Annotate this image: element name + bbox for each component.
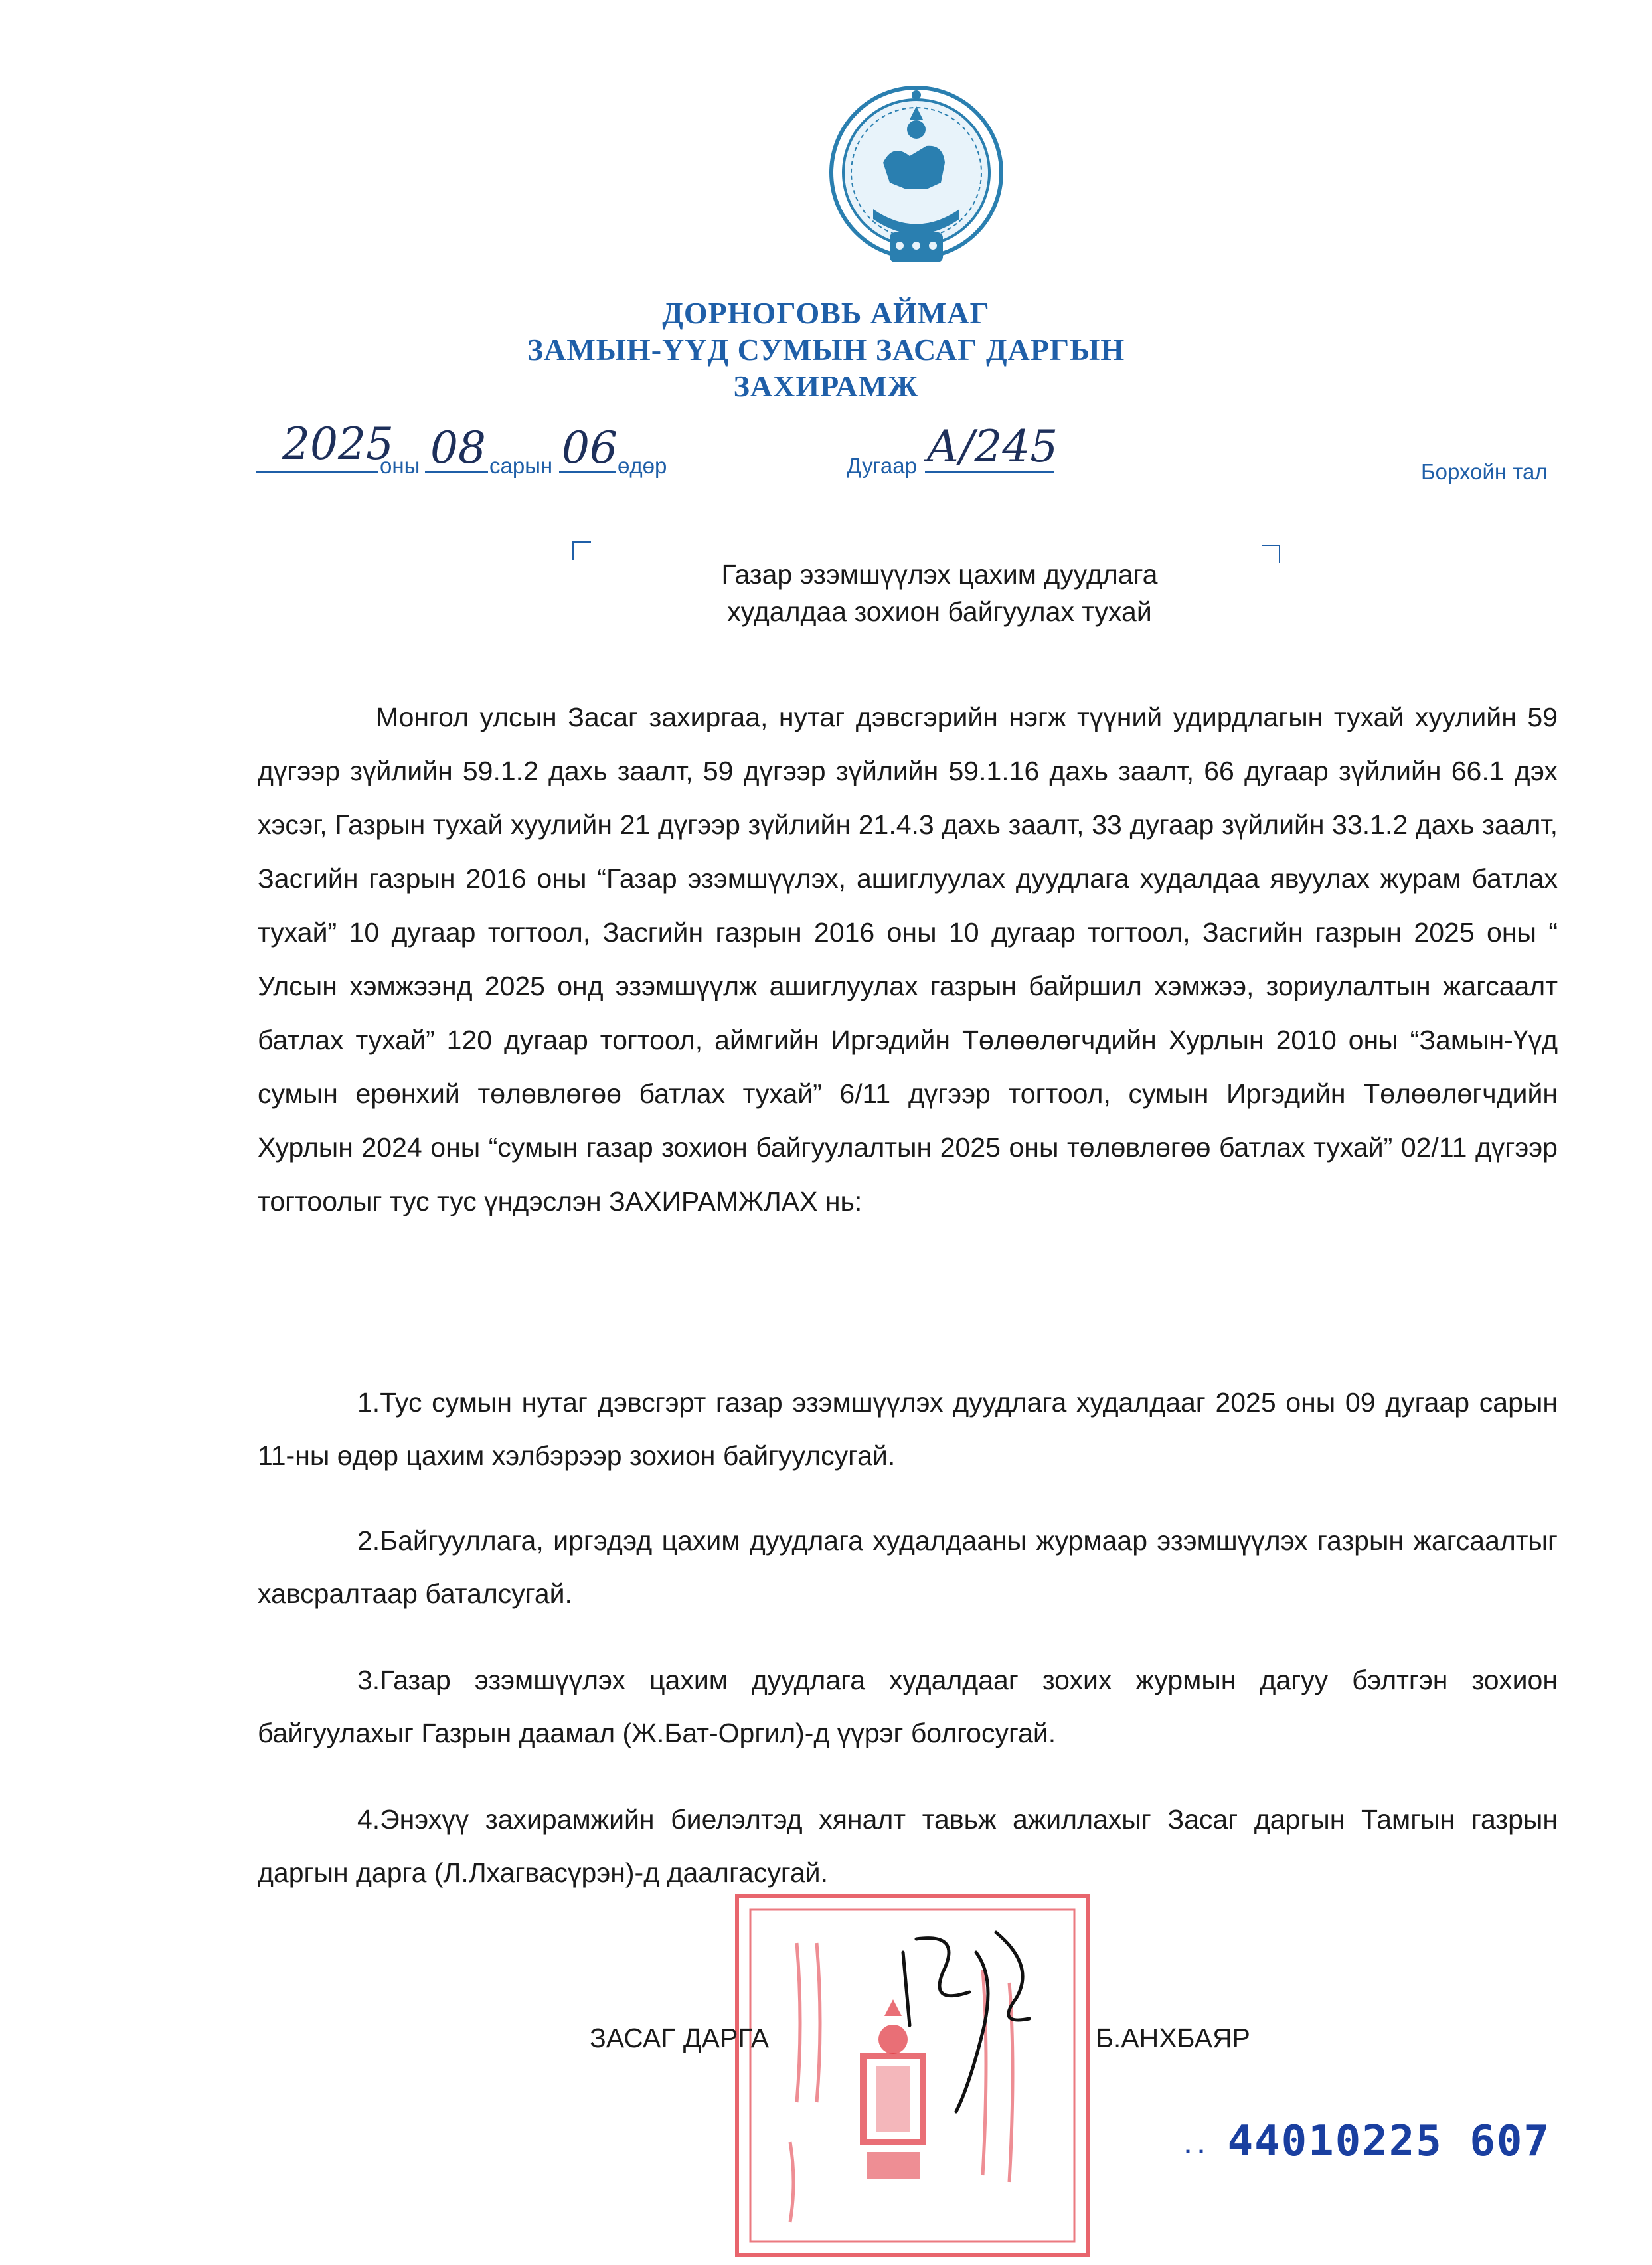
decision-item-1: 1.Тус сумын нутаг дэвсгэрт газар эзэмшүүлэх дуудлага худалдааг 2025 оны 09 дугаар сарын 11-ны өдөр цахим хэлбэрээр зохион байгуулсугай.	[258, 1387, 1558, 1471]
header-office: ЗАМЫН-ҮҮД СУМЫН ЗАСАГ ДАРГЫН	[527, 333, 1125, 367]
emblem-icon	[827, 83, 1006, 272]
number-field	[925, 421, 1058, 473]
decision-item-3: 3.Газар эзэмшүүлэх цахим дуудлага худалдааг зохих журмын дагуу бэлтгэн зохион байгуулахыг Газрын даамал (Ж.Бат-Оргил)-д үүрэг болгосугай.	[258, 1665, 1558, 1748]
subject-line-1: Газар эзэмшүүлэх цахим дуудлага	[721, 559, 1158, 590]
state-emblem	[827, 83, 1006, 272]
signatory-name: Б.АНХБАЯР	[1096, 2023, 1250, 2053]
year-label: оны	[380, 454, 420, 478]
registration-mark	[1182, 2117, 1550, 2166]
registration-dots: ··	[1182, 2141, 1209, 2165]
day-label: өдөр	[618, 454, 667, 478]
month-label: сарын	[489, 454, 553, 478]
header-doc-type: ЗАХИРАМЖ	[733, 369, 919, 403]
number-handwritten: А/245	[926, 421, 1058, 472]
signatory-title: ЗАСАГ ДАРГА	[590, 2023, 770, 2053]
header-province: ДОРНОГОВЬ АЙМАГ	[662, 296, 990, 330]
month-field	[425, 422, 488, 473]
day-field	[559, 422, 618, 473]
handwritten-signature	[863, 1912, 1089, 2125]
preamble-paragraph: Монгол улсын Засаг захиргаа, нутаг дэвсгэрийн нэгж түүний удирдлагын тухай хуулийн 59 дүгээр зүйлийн 59.1.2 дахь заалт, 59 дүгээр зүйлийн 59.1.16 дахь заалт, 66 дугаар зүйлийн 66.1 дэх хэсэг, Газрын тухай хуулийн 21 дүгээр зүйлийн 21.4.3 дахь заалт, 33 дугаар зүйлийн 33.1.2 дахь заалт, Засгийн газрын 2016 оны “Газар эзэмшүүлэх, ашиглуулах дуудлага худалдаа явуулах журам батлах тухай” 10 дугаар тогтоол, Засгийн газрын 2016 оны 10 дугаар тогтоол, Засгийн газрын 2025 оны “ Улсын хэмжээнд 2025 онд эзэмшүүлж ашиглуулах газрын байршил хэмжээ, зориулалтын жагсаалт батлах тухай” 120 дугаар тогтоол, аймгийн Иргэдийн Төлөөлөгчдийн Хурлын 2010 оны “Замын-Үүд сумын ерөнхий төлөвлөгөө батлах тухай” 6/11 дүгээр тогтоол, сумын Иргэдийн Төлөөлөгчдийн Хурлын 2024 оны “сумын газар зохион байгуулалтын 2025 оны төлөвлөгөө батлах тухай” 02/11 дүгээр тогтоолыг тус тус үндэслэн ЗАХИРАМЖЛАХ нь:	[258, 702, 1558, 1216]
year-handwritten: 2025	[282, 418, 394, 469]
month-handwritten: 08	[430, 422, 486, 473]
registration-number: 44010225 607	[1227, 2117, 1550, 2166]
year-field	[256, 418, 394, 473]
number-label: Дугаар	[847, 454, 917, 478]
place-label: Борхойн тал	[1421, 460, 1548, 484]
decision-item-2: 2.Байгууллага, иргэдэд цахим дуудлага худалдааны журмаар эзэмшүүлэх газрын жагсаалтыг хавсралтаар баталсугай.	[258, 1525, 1558, 1609]
decision-item-4: 4.Энэхүү захирамжийн биелэлтэд хяналт тавьж ажиллахыг Засаг даргын Тамгын газрын даргын дарга (Л.Лхагвасүрэн)-д даалгасугай.	[258, 1804, 1558, 1888]
subject-line-2: худалдаа зохион байгуулах тухай	[727, 596, 1152, 627]
signature-icon	[863, 1912, 1089, 2125]
day-handwritten: 06	[562, 422, 618, 473]
